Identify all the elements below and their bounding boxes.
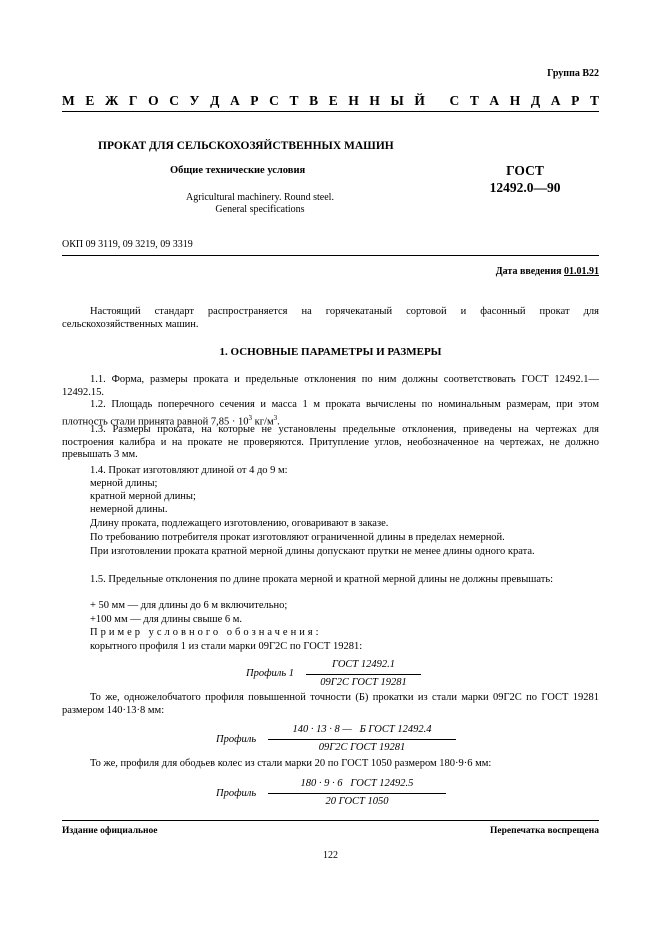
date-label: Дата введения (495, 266, 562, 277)
banner-letter: А (550, 93, 561, 108)
p1-2-unit-exponent: 3 (273, 413, 278, 422)
example-3-intro: То же, профиля для ободьев колес из стали марки 20 по ГОСТ 1050 размером 180·9·6 мм: (90, 758, 492, 769)
deviation-item-2: +100 мм — для длины свыше 6 м. (90, 614, 243, 625)
banner-letter: О (148, 93, 159, 108)
intro-paragraph: Настоящий стандарт распространяется на горячекатаный сортовой и фасонный прокат для сельскохозяйственных машин. (62, 306, 599, 330)
document-subtitle: Общие технические условия (170, 165, 306, 176)
banner-letter: Д (530, 93, 541, 108)
formula-3 (216, 778, 446, 812)
paragraph-1-4-b: Длину проката, подлежащего изготовлению, оговаривают в заказе. (90, 518, 389, 529)
p1-2-text: 1.2. Площадь поперечного сечения и масса 1 м проката вычислены по номинальным размерам, при этом плотность стали принята равной 7,85 · 10 (62, 399, 599, 427)
deviation-item-1: + 50 мм — для длины до 6 м включительно; (90, 600, 288, 611)
formula-2-label: Профиль (216, 734, 257, 745)
banner-letter: В (309, 93, 319, 108)
paragraph-1-4-d: При изготовлении проката кратной мерной длины допускают прутки не менее длины одного крата. (90, 546, 535, 557)
formula-2-denominator: 09Г2С ГОСТ 19281 (318, 742, 406, 753)
formula-1-numerator: ГОСТ 12492.1 (331, 659, 395, 670)
p1-2-end: . (277, 416, 280, 427)
banner-letter: Н (509, 93, 521, 108)
banner-letter: Е (328, 93, 338, 108)
okp-codes: ОКП 09 3119, 09 3219, 09 3319 (62, 239, 193, 250)
english-title (145, 192, 375, 216)
length-item-2: кратной мерной длины; (90, 491, 196, 502)
reprint-prohibited: Перепечатка воспрещена (489, 826, 599, 836)
header-divider (62, 111, 599, 112)
footer-divider (62, 820, 599, 821)
banner-letter: Р (571, 93, 580, 108)
paragraph-1-4-c: По требованию потребителя прокат изготовляют ограниченной длины в пределах немерной. (90, 532, 505, 543)
formula-1-bar (306, 674, 421, 675)
banner-letter: У (189, 93, 200, 108)
english-title-line1: Agricultural machinery. Round steel. (186, 192, 334, 203)
paragraph-1-3: 1.3. Размеры проката, на которые не установлены предельные отклонения, приведены на чертежах для построения калибра и на прокате не проверяются. Притупление углов, необозначенное на чертежах, не должно превышать 3 мм. (62, 424, 599, 460)
banner-letter: А (229, 93, 240, 108)
example-2-intro: То же, одножелобчатого профиля повышенной точности (Б) прокатки из стали марки 09Г2С по ГОСТ 19281 размером 140·13·8 мм: (62, 692, 599, 716)
page-number: 122 (323, 850, 338, 861)
paragraph-1-5: 1.5. Предельные отклонения по длине проката мерной и кратной мерной длины не должны превышать: (90, 574, 554, 585)
banner-letter: С (169, 93, 179, 108)
effective-date (496, 266, 599, 277)
paragraph-1-1: 1.1. Форма, размеры проката и предельные отклонения по ним должны соответствовать ГОСТ 12492.1—12492.15. (62, 374, 599, 398)
formula-3-bar (268, 793, 446, 794)
banner-letter: М (62, 93, 75, 108)
banner-letter: Е (85, 93, 95, 108)
gost-number: 12492.0—90 (489, 180, 561, 195)
banner-letter: С (449, 93, 460, 108)
gost-label: ГОСТ (506, 163, 544, 178)
formula-1-denominator: 09Г2С ГОСТ 19281 (320, 677, 407, 688)
banner-letter: Т (289, 93, 299, 108)
okp-divider (62, 255, 599, 256)
banner-letter: Й (414, 93, 425, 108)
formula-3-denominator: 20 ГОСТ 1050 (325, 796, 389, 807)
formula-3-numerator: 180 · 9 · 6 ГОСТ 12492.5 (300, 778, 414, 789)
english-title-line2: General specifications (215, 204, 305, 215)
formula-3-label: Профиль (216, 788, 257, 799)
length-item-3: немерной длины. (90, 504, 168, 515)
example-heading: Пример условного обозначения: (90, 627, 322, 638)
formula-2-bar (268, 739, 456, 740)
gost-designation (480, 162, 570, 196)
banner-letter: Ж (104, 93, 119, 108)
formula-2 (216, 724, 456, 758)
standard-banner (62, 93, 599, 109)
official-edition: Издание официальное (62, 826, 158, 836)
banner-letter: Н (348, 93, 359, 108)
paragraph-1-4: 1.4. Прокат изготовляют длиной от 4 до 9 м: (90, 465, 288, 476)
banner-letter: А (489, 93, 500, 108)
section-heading: 1. ОСНОВНЫЕ ПАРАМЕТРЫ И РАЗМЕРЫ (219, 346, 442, 358)
formula-2-numerator: 140 · 13 · 8 — Б ГОСТ 12492.4 (292, 724, 432, 735)
banner-letter: С (269, 93, 279, 108)
date-value: 01.01.91 (564, 266, 599, 277)
banner-letter: Р (250, 93, 259, 108)
group-label: Группа В22 (547, 68, 599, 79)
example-1-intro: корытного профиля 1 из стали марки 09Г2С по ГОСТ 19281: (90, 641, 363, 652)
banner-word-gap (436, 93, 439, 109)
banner-letter: Т (589, 93, 599, 108)
banner-letter: Г (128, 93, 138, 108)
formula-1 (246, 659, 421, 693)
formula-1-label: Профиль 1 (246, 668, 295, 679)
banner-letter: Т (469, 93, 479, 108)
banner-letter: Д (210, 93, 220, 108)
p1-2-exponent: 3 (248, 413, 253, 422)
banner-letter: Н (369, 93, 380, 108)
p1-2-unit: кг/м (252, 416, 274, 427)
banner-letter: Ы (390, 93, 404, 108)
document-title: ПРОКАТ ДЛЯ СЕЛЬСКОХОЗЯЙСТВЕННЫХ МАШИН (98, 140, 394, 152)
length-item-1: мерной длины; (90, 478, 158, 489)
